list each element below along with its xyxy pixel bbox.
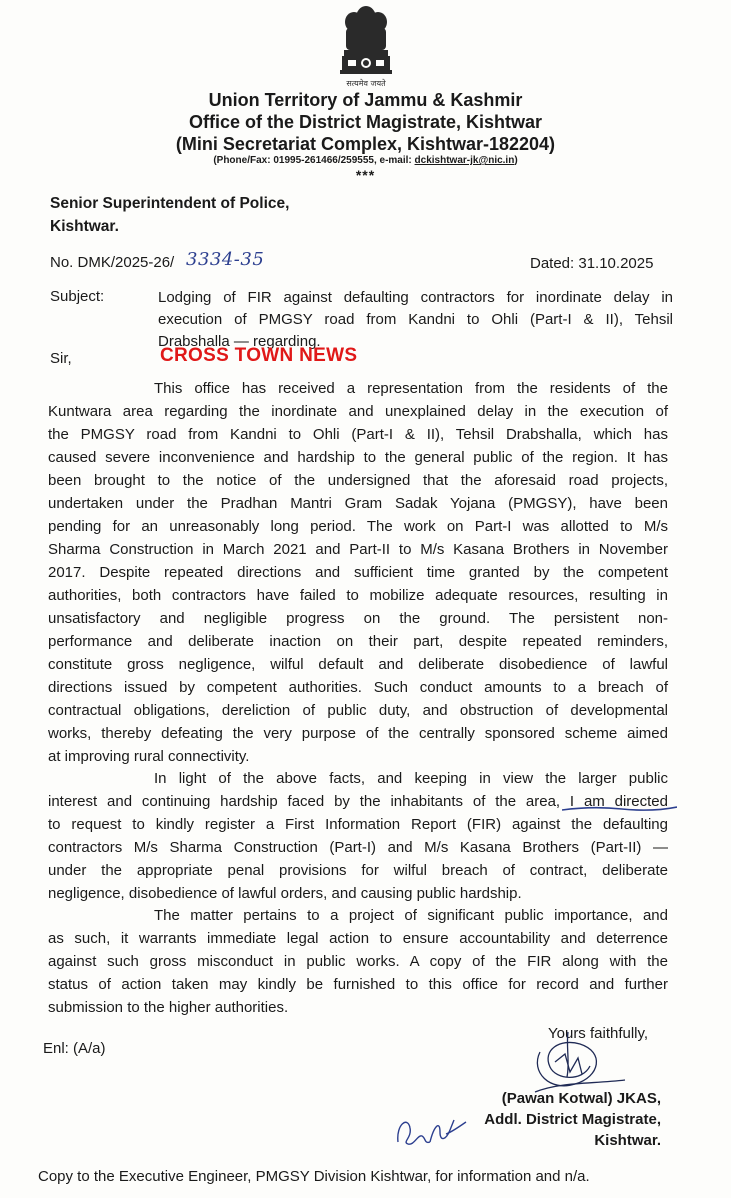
addressee-place: Kishtwar.	[50, 218, 119, 235]
body-line: been brought to the notice of the undersigned that the aforesaid road projects,	[48, 472, 668, 489]
body-paragraph-3	[48, 904, 668, 1019]
letter-date: Dated: 31.10.2025	[530, 255, 654, 272]
subject-text	[158, 287, 673, 353]
body-line: In light of the above facts, and keeping in view the larger public	[154, 770, 668, 787]
handwritten-underline	[562, 804, 677, 814]
body-line: directions issued by competent authorities. Such conduct amounts to a breach of	[48, 679, 668, 696]
body-line: Sharma Construction in March 2021 and Part-II to M/s Kasana Brothers in November	[48, 541, 668, 558]
body-paragraph-2	[48, 767, 668, 905]
subject-label: Subject:	[50, 288, 105, 305]
body-line: status of action taken may kindly be furnished to this office for record and further	[48, 976, 668, 993]
body-line: caused severe inconvenience and hardship to the general public of the region. It has	[48, 449, 668, 466]
body-paragraph-1	[48, 377, 668, 768]
contact-email[interactable]: dckishtwar-jk@nic.in	[414, 155, 515, 166]
letterhead-address: (Mini Secretariat Complex, Kishtwar-182204)	[175, 134, 556, 154]
signatory-name: (Pawan Kotwal) JKAS,	[501, 1090, 661, 1107]
body-line: 2017. Despite repeated directions and sufficient time granted by the competent	[48, 564, 668, 581]
body-line: pending for an unreasonably long period. The work on Part-I was allotted to M/s	[48, 518, 668, 535]
body-line: under the appropriate penal provisions for wilful breach of contract, deliberate	[48, 862, 668, 879]
closing-yours: Yours faithfully,	[548, 1025, 649, 1042]
body-line: performance and deliberate inaction on their part, despite repeated reminders,	[48, 633, 668, 650]
body-line: unsatisfactory and negligible progress on the ground. The persistent non-	[48, 610, 668, 627]
national-emblem-icon	[326, 4, 406, 90]
subject-line: execution of PMGSY road from Kandni to Ohli (Part-I & II), Tehsil	[158, 311, 673, 328]
body-line: Kuntwara area regarding the inordinate and unexplained delay in the execution of	[48, 403, 668, 420]
body-line: contractors M/s Sharma Construction (Part-I) and M/s Kasana Brothers (Part-II) —	[48, 839, 668, 856]
signatory-place: Kishtwar.	[594, 1132, 661, 1149]
body-line: the PMGSY road from Kandni to Ohli (Part-I & II), Tehsil Drabshalla, which has	[48, 426, 668, 443]
enclosure-note: Enl: (A/a)	[43, 1040, 106, 1057]
signatory-designation: Addl. District Magistrate,	[484, 1111, 661, 1128]
body-line: This office has received a representation from the residents of the	[154, 380, 668, 397]
body-line: negligence, disobedience of lawful orders, and causing public hardship.	[48, 885, 522, 902]
contact-suffix: )	[514, 155, 518, 166]
body-line: submission to the higher authorities.	[48, 999, 289, 1016]
body-line: works, thereby defeating the very purpose of the centrally sponsored scheme aimed	[48, 725, 668, 742]
body-line: at improving rural connectivity.	[48, 748, 250, 765]
salutation: Sir,	[50, 350, 72, 367]
body-line: interest and continuing hardship faced by the inhabitants of the area, I am directed	[48, 793, 668, 810]
contact-prefix: (Phone/Fax: 01995-261466/259555, e-mail:	[213, 155, 415, 166]
body-line: against such gross misconduct in public works. A copy of the FIR along with the	[48, 953, 668, 970]
body-line: The matter pertains to a project of significant public importance, and	[154, 907, 668, 924]
watermark-text: CROSS TOWN NEWS	[160, 345, 358, 366]
body-line: to request to kindly register a First Information Report (FIR) against the defaulting	[48, 816, 668, 833]
letterhead-stars: ***	[355, 167, 376, 183]
addressee-title: Senior Superintendent of Police,	[50, 195, 290, 212]
body-line: authorities, both contractors have failed to mobilize adequate resources, resulting in	[48, 587, 668, 604]
body-line: undertaken under the Pradhan Mantri Gram Sadak Yojana (PMGSY), have been	[48, 495, 668, 512]
letterhead-ut: Union Territory of Jammu & Kashmir	[208, 90, 523, 110]
subject-line: Drabshalla — regarding.	[158, 333, 321, 350]
initials-mark	[394, 1112, 469, 1148]
emblem-caption: सत्यमेव जयते	[346, 79, 386, 88]
letterhead-office: Office of the District Magistrate, Kishtwar	[188, 112, 543, 132]
body-line: constitute gross negligence, wilful default and deliberate disobedience of lawful	[48, 656, 668, 673]
reference-number: No. DMK/2025-26/	[50, 254, 175, 271]
body-line: as such, it warrants immediate legal action to ensure accountability and deterrence	[48, 930, 668, 947]
copy-to-note: Copy to the Executive Engineer, PMGSY Division Kishtwar, for information and n/a.	[38, 1168, 590, 1185]
letterhead-contact	[0, 155, 731, 166]
body-line: contractual obligations, dereliction of public duty, and obstruction of developmental	[48, 702, 668, 719]
reference-handwritten-number: 3334-35	[186, 249, 265, 270]
subject-line: Lodging of FIR against defaulting contractors for inordinate delay in	[158, 289, 673, 306]
